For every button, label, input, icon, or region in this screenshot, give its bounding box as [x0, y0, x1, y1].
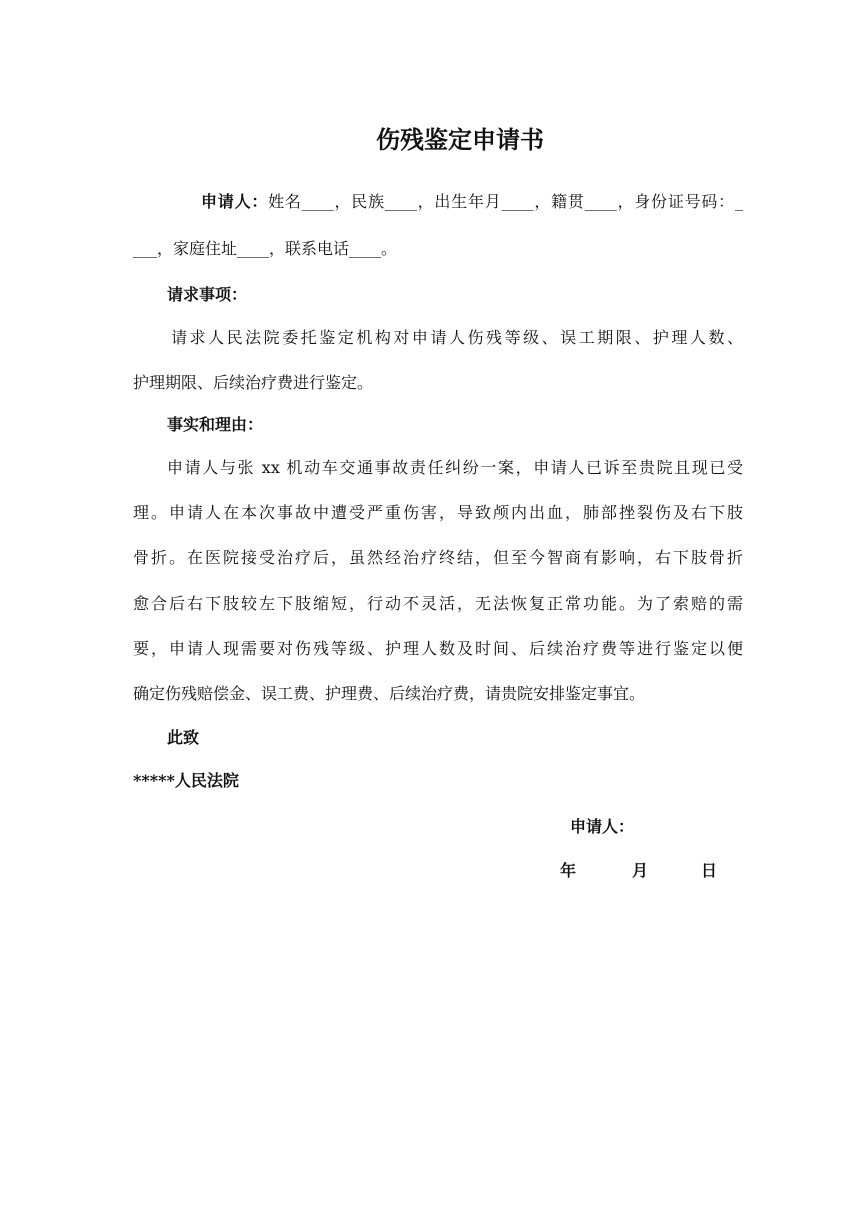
- request-line-2: 护理期限、后续治疗费进行鉴定。: [133, 373, 374, 392]
- document-title: 伤残鉴定申请书: [376, 125, 544, 154]
- facts-heading: 事实和理由：: [167, 415, 264, 434]
- date-month: 月: [632, 861, 649, 880]
- applicant-label: 申请人：: [201, 192, 269, 211]
- date-day: 日: [701, 861, 718, 880]
- signature-label: 申请人：: [570, 817, 635, 836]
- applicant-line-1: [133, 190, 743, 214]
- court-name: *****人民法院: [133, 771, 239, 790]
- facts-line-4: 愈合后右下肢较左下肢缩短，行动不灵活，无法恢复正常功能。为了索赔的需: [133, 594, 743, 613]
- facts-line-2: 理。申请人在本次事故中遭受严重伤害，导致颅内出血，肺部挫裂伤及右下肢: [133, 503, 743, 522]
- facts-line-6: 确定伤残赔偿金、误工费、护理费、后续治疗费，请贵院安排鉴定事宜。: [133, 684, 646, 703]
- facts-line-3: 骨折。在医院接受治疗后，虽然经治疗终结，但至今智商有影响，右下肢骨折: [133, 548, 743, 567]
- request-heading: 请求事项：: [167, 285, 248, 304]
- facts-line-1: 申请人与张 xx 机动车交通事故责任纠纷一案，申请人已诉至贵院且现已受: [167, 458, 743, 477]
- request-line-1: 请求人民法院委托鉴定机构对申请人伤残等级、误工期限、护理人数、: [171, 328, 743, 347]
- date-year: 年: [560, 861, 577, 880]
- salutation: 此致: [167, 728, 200, 747]
- applicant-fields: 姓名____，民族____，出生年月____，籍贯____，身份证号码：_: [268, 192, 743, 211]
- facts-line-5: 要，申请人现需要对伤残等级、护理人数及时间、后续治疗费等进行鉴定以便: [133, 639, 743, 658]
- applicant-line-2: ___，家庭住址____，联系电话____。: [133, 239, 398, 258]
